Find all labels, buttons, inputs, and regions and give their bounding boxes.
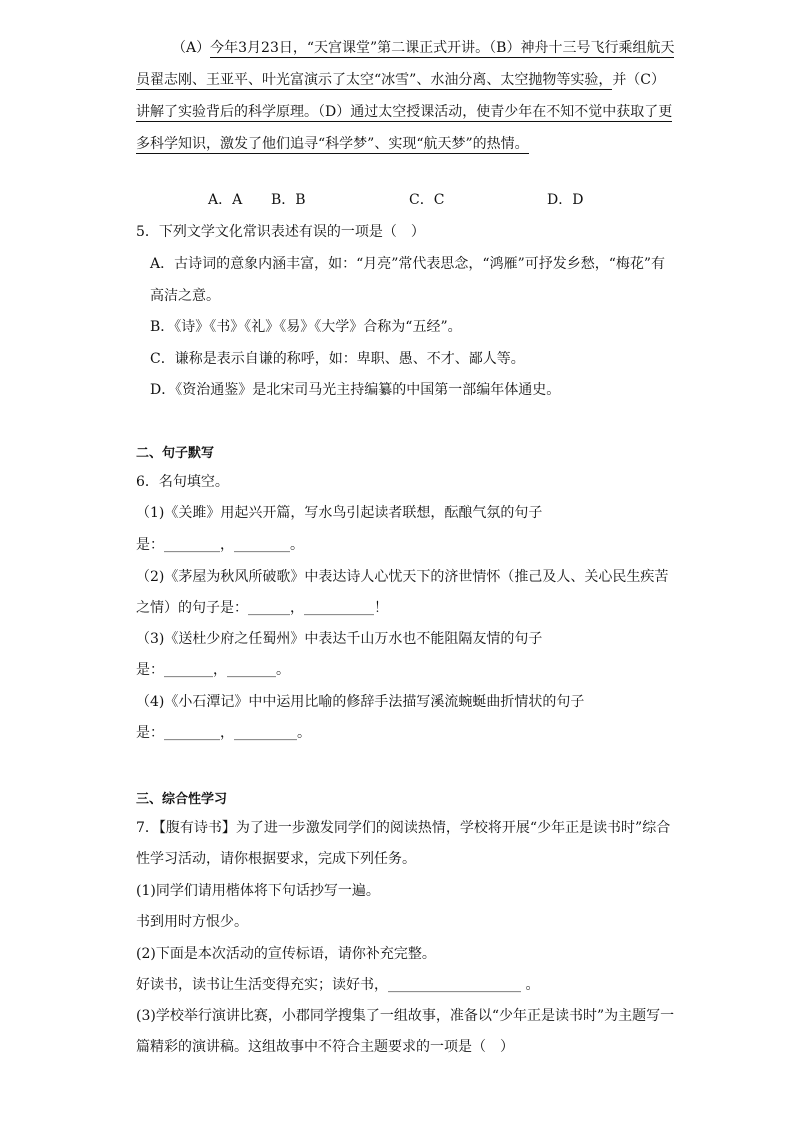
q4-option-a[interactable]: A．A (208, 192, 243, 208)
q7-task-3-cont: 篇精彩的演讲稿。这组故事中不符合主题要求的一项是（ ） (136, 1039, 514, 1055)
q6-item-1: （1)《关雎》用起兴开篇，写水鸟引起读者联想，酝酿气氛的句子 (136, 505, 543, 521)
q6-item-4: （4)《小石潭记》中中运用比喻的修辞手法描写溪流蜿蜒曲折情状的句子 (136, 694, 585, 710)
q7-task-3: (3)学校举行演讲比赛，小郡同学搜集了一组故事，准备以“少年正是读书时”为主题写一 (136, 1008, 675, 1024)
q6-item-2: （2)《茅屋为秋风所破歌》中表达诗人心忧天下的济世情怀（推己及人、关心民生疾苦 (136, 569, 669, 585)
q4-underlined-text: 通过太空授课活动，使青少年在不知不觉中获取了更 (350, 104, 673, 120)
q4-passage-line-4 (136, 134, 529, 154)
q4-marker-a: （A） (172, 40, 211, 56)
q6-item-3: （3)《送杜少府之任蜀州》中表达千山万水也不能阻隔友情的句子 (136, 631, 543, 647)
q7-task-1: (1)同学们请用楷体将下句话抄写一遍。 (136, 883, 380, 899)
q4-option-c[interactable]: C．C (409, 192, 445, 208)
q7-task-2: (2)下面是本次活动的宣传标语，请你补充完整。 (136, 946, 436, 962)
q4-option-d[interactable]: D．D (547, 192, 584, 208)
q4-underlined-text: 讲解了实验背后的科学原理。（D） (136, 104, 351, 120)
q5-option-c[interactable]: C．谦称是表示自谦的称呼，如：卑职、愚、不才、鄙人等。 (150, 351, 525, 367)
q7-task-1-sentence: 书到用时方恨少。 (136, 914, 248, 930)
q6-stem: 6．名句填空。 (136, 474, 229, 490)
q5-stem: 5．下列文学文化常识表述有误的一项是（ ） (136, 224, 425, 240)
q7-stem-cont: 性学习活动，请你根据要求，完成下列任务。 (136, 851, 416, 867)
section-2-title: 二、句子默写 (136, 446, 215, 461)
q4-passage-line-1 (172, 38, 674, 58)
q4-underlined-text: 员翟志刚、王亚平、叶光富演示了太空“冰雪”、水油分离、太空抛物等实验， (136, 72, 613, 88)
q6-item-2-blank[interactable]: 之情）的句子是：______，__________！ (136, 600, 388, 616)
q4-marker-c: 并（C） (612, 72, 666, 88)
q4-underlined-text: 今年3月23日，“天宫课堂”第二课正式开讲。（B）神舟十三号飞行乘组航天 (210, 40, 675, 56)
q7-stem: 7．【腹有诗书】为了进一步激发同学们的阅读热情，学校将开展“少年正是读书时”综合 (136, 820, 671, 836)
q6-item-1-blank[interactable]: 是：________，________。 (136, 537, 304, 553)
q4-underlined-text: 多科学知识，激发了他们追寻“科学梦”、实现“航天梦”的热情。 (136, 136, 529, 152)
q7-task-2-slogan[interactable]: 好读书，读书让生活变得充实；读好书，___________________ 。 (136, 977, 540, 993)
q6-item-4-blank[interactable]: 是：________，_________。 (136, 725, 311, 741)
q4-passage-line-3 (136, 102, 672, 122)
q4-passage-line-2 (136, 70, 665, 90)
section-3-title: 三、综合性学习 (136, 792, 228, 807)
q5-option-a-cont: 高洁之意。 (150, 288, 220, 304)
q5-option-b[interactable]: B．《诗》《书》《礼》《易》《大学》合称为“五经”。 (150, 319, 462, 335)
q5-option-a[interactable]: A．古诗词的意象内涵丰富，如：“月亮”常代表思念，“鸿雁”可抒发乡愁，“梅花”有 (150, 256, 666, 272)
q4-option-b[interactable]: B．B (271, 192, 306, 208)
q5-option-d[interactable]: D．《资治通鉴》是北宋司马光主持编纂的中国第一部编年体通史。 (150, 382, 561, 398)
q6-item-3-blank[interactable]: 是：_______，_______。 (136, 662, 290, 678)
